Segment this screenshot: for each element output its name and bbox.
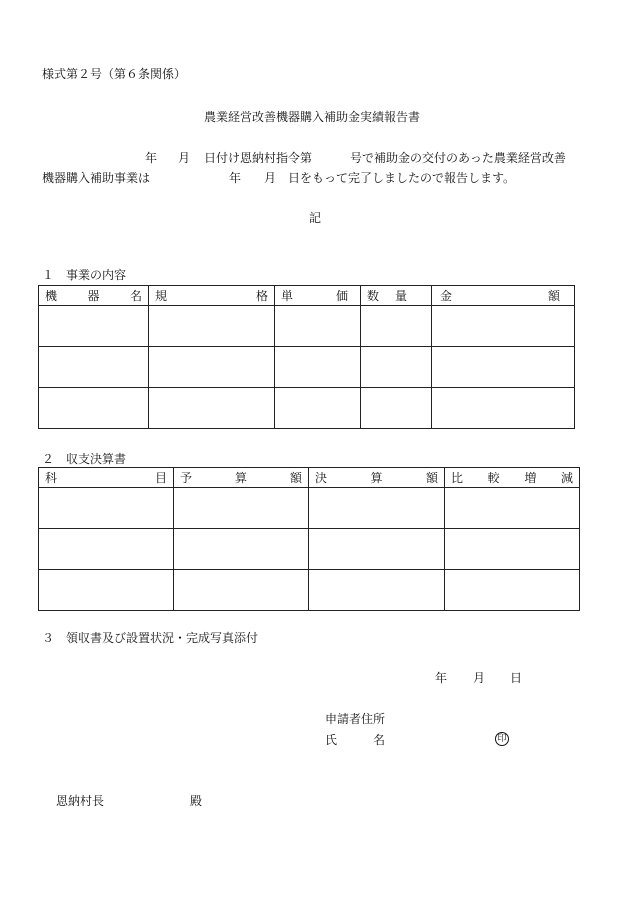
table-cell[interactable] bbox=[149, 306, 275, 347]
table-row bbox=[39, 388, 575, 429]
section2-heading: ２ 収支決算書 bbox=[42, 452, 127, 466]
table-cell[interactable] bbox=[445, 488, 580, 529]
table-cell[interactable] bbox=[309, 529, 445, 570]
table-cell[interactable] bbox=[361, 388, 432, 429]
table-cell[interactable] bbox=[174, 529, 309, 570]
seal-mark: 印 bbox=[495, 732, 509, 746]
body-line2-tsuki: 月 bbox=[264, 171, 277, 185]
table-cell[interactable] bbox=[174, 570, 309, 611]
table-cell[interactable] bbox=[275, 388, 361, 429]
applicant-name-label-1: 氏 bbox=[325, 733, 338, 747]
table-cell[interactable] bbox=[39, 388, 149, 429]
table-cell[interactable] bbox=[361, 306, 432, 347]
business-content-table bbox=[38, 285, 575, 429]
col-header-suryo: 数 量 bbox=[361, 286, 432, 306]
col-header-kessangaku: 決 算 額 bbox=[309, 468, 445, 488]
table-row bbox=[39, 306, 575, 347]
addressee-name: 恩納村長 bbox=[56, 794, 105, 808]
section3-heading: ３ 領収書及び設置状況・完成写真添付 bbox=[42, 631, 259, 645]
col-header-tanka: 単 価 bbox=[275, 286, 361, 306]
body-line2-tail: 日をもって完了しましたので報告します。 bbox=[288, 171, 516, 185]
col-header-hikaku-zogen: 比 較 増 減 bbox=[445, 468, 580, 488]
date-hi: 日 bbox=[510, 671, 523, 685]
body-line1-tail: 号で補助金の交付のあった農業経営改善 bbox=[350, 151, 566, 165]
table-cell[interactable] bbox=[39, 347, 149, 388]
body-line1-mid: 日付け恩納村指令第 bbox=[204, 151, 313, 165]
table-cell[interactable] bbox=[39, 570, 174, 611]
table-row bbox=[39, 347, 575, 388]
table-row bbox=[39, 488, 580, 529]
table-cell[interactable] bbox=[445, 570, 580, 611]
document-title: 農業経営改善機器購入補助金実績報告書 bbox=[204, 110, 421, 124]
table-cell[interactable] bbox=[39, 306, 149, 347]
body-line1-nen: 年 bbox=[145, 151, 158, 165]
table-cell[interactable] bbox=[275, 347, 361, 388]
col-header-kamoku: 科 目 bbox=[39, 468, 174, 488]
table-cell[interactable] bbox=[275, 306, 361, 347]
table-cell[interactable] bbox=[149, 347, 275, 388]
applicant-name-label-2: 名 bbox=[373, 733, 386, 747]
table-cell[interactable] bbox=[309, 570, 445, 611]
table-cell[interactable] bbox=[445, 529, 580, 570]
col-header-kingaku: 金 額 bbox=[432, 286, 575, 306]
body-line2-nen: 年 bbox=[229, 171, 242, 185]
table-row bbox=[39, 529, 580, 570]
body-line1-tsuki: 月 bbox=[178, 151, 191, 165]
table-cell[interactable] bbox=[432, 347, 575, 388]
ki-mark: 記 bbox=[309, 211, 322, 225]
form-number: 様式第２号（第６条関係） bbox=[42, 67, 187, 81]
date-tsuki: 月 bbox=[473, 671, 486, 685]
date-nen: 年 bbox=[435, 671, 448, 685]
table-header-row bbox=[39, 468, 580, 488]
table-cell[interactable] bbox=[149, 388, 275, 429]
section1-heading: １ 事業の内容 bbox=[42, 268, 127, 282]
table-cell[interactable] bbox=[432, 306, 575, 347]
col-header-yosangaku: 予 算 額 bbox=[174, 468, 309, 488]
settlement-table bbox=[38, 467, 580, 611]
table-cell[interactable] bbox=[174, 488, 309, 529]
addressee-honorific: 殿 bbox=[190, 794, 203, 808]
table-row bbox=[39, 570, 580, 611]
body-line2-lead: 機器購入補助事業は bbox=[42, 171, 151, 185]
table-cell[interactable] bbox=[39, 529, 174, 570]
table-header-row bbox=[39, 286, 575, 306]
table-cell[interactable] bbox=[309, 488, 445, 529]
table-cell[interactable] bbox=[432, 388, 575, 429]
col-header-kikaku: 規 格 bbox=[149, 286, 275, 306]
col-header-kikimei: 機 器 名 bbox=[39, 286, 149, 306]
applicant-address-label: 申請者住所 bbox=[325, 712, 386, 726]
table-cell[interactable] bbox=[39, 488, 174, 529]
table-cell[interactable] bbox=[361, 347, 432, 388]
